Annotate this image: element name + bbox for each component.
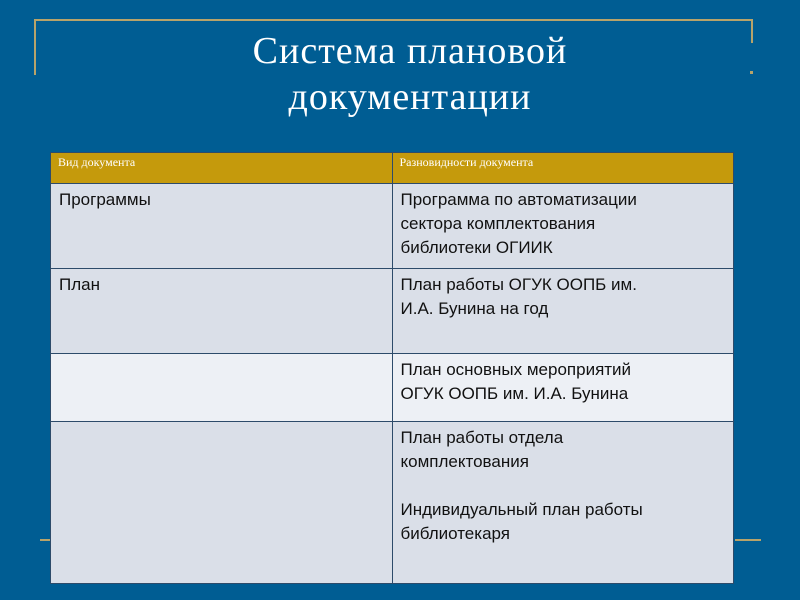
variant-line: комплектования — [400, 452, 529, 471]
variant-line: ОГУК ООПБ им. И.А. Бунина — [400, 384, 629, 403]
variant-line: План работы отдела — [400, 428, 564, 447]
slide-title-line: Система плановой — [252, 30, 568, 72]
table-row — [51, 354, 734, 422]
table-header-row — [51, 153, 734, 184]
doc-type-cell — [51, 354, 393, 422]
decorative-frame-line — [751, 19, 753, 43]
decorative-frame-line — [735, 539, 761, 541]
table-row — [51, 184, 734, 269]
doc-variants-cell — [392, 269, 734, 354]
variant-line: План основных мероприятий — [400, 360, 632, 379]
decorative-frame-line — [34, 19, 36, 75]
doc-variants-cell — [392, 184, 734, 269]
column-header-doc-type: Вид документа — [51, 153, 393, 184]
decorative-frame-line — [34, 19, 752, 21]
column-header-doc-variants: Разновидности документа — [392, 153, 734, 184]
decorative-frame-dot — [750, 71, 753, 74]
doc-variants-cell — [392, 422, 734, 584]
variant-line: библиотеки ОГИИК — [400, 238, 553, 257]
doc-type-cell — [51, 422, 393, 584]
variant-line: Программа по автоматизации — [400, 190, 637, 209]
document-table — [50, 152, 734, 584]
doc-type-cell: План — [51, 269, 393, 354]
doc-variants-cell — [392, 354, 734, 422]
doc-type-cell: Программы — [51, 184, 393, 269]
variant-line: И.А. Бунина на год — [400, 299, 549, 318]
variant-line: сектора комплектования — [400, 214, 596, 233]
variant-line: План работы ОГУК ООПБ им. — [400, 275, 637, 294]
table-row — [51, 269, 734, 354]
slide-title — [150, 28, 670, 120]
variant-line: библиотекаря — [400, 524, 510, 543]
table-row — [51, 422, 734, 584]
variant-line: Индивидуальный план работы — [400, 500, 643, 519]
variant-spacer — [401, 474, 726, 498]
slide-title-line: документации — [288, 76, 532, 118]
